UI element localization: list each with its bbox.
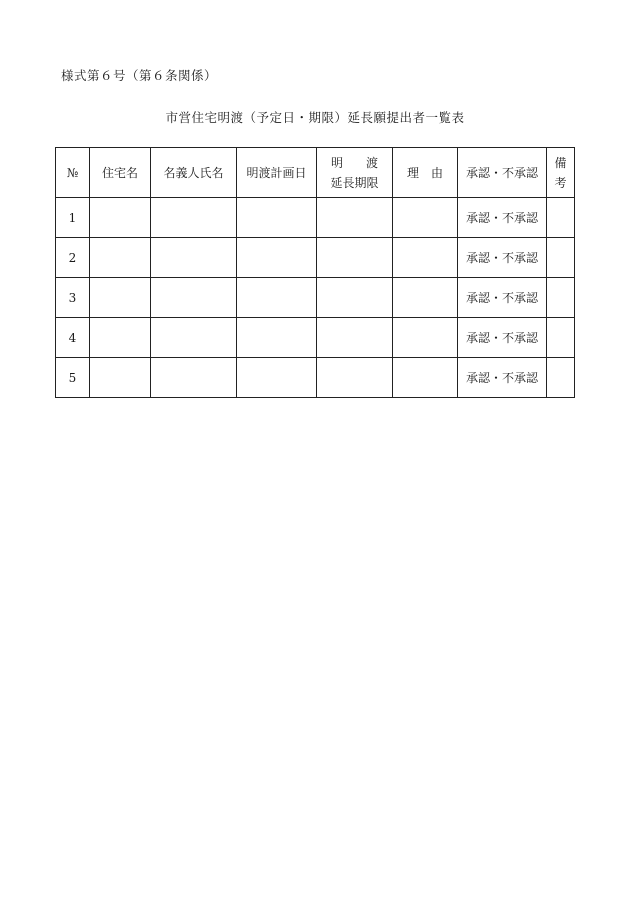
cell-remarks[interactable] bbox=[547, 318, 575, 358]
cell-reason[interactable] bbox=[393, 198, 458, 238]
cell-plan-date[interactable] bbox=[237, 358, 317, 398]
header-remarks-line1: 備 bbox=[554, 155, 567, 170]
table-header-row bbox=[56, 148, 575, 198]
cell-no: 2 bbox=[56, 238, 90, 278]
header-move-out-plan-date: 明渡計画日 bbox=[237, 148, 317, 198]
cell-reason[interactable] bbox=[393, 318, 458, 358]
header-remarks-line2: 考 bbox=[554, 175, 567, 190]
cell-approval[interactable]: 承認・不承認 bbox=[458, 238, 547, 278]
cell-extension-deadline[interactable] bbox=[317, 358, 393, 398]
table-row bbox=[56, 278, 575, 318]
cell-no: 1 bbox=[56, 198, 90, 238]
cell-house-name[interactable] bbox=[90, 278, 151, 318]
header-extension-line1-b: 渡 bbox=[365, 155, 378, 170]
cell-nominee-name[interactable] bbox=[151, 318, 237, 358]
cell-plan-date[interactable] bbox=[237, 198, 317, 238]
cell-approval[interactable]: 承認・不承認 bbox=[458, 198, 547, 238]
table-row bbox=[56, 238, 575, 278]
cell-no: 5 bbox=[56, 358, 90, 398]
table-row bbox=[56, 198, 575, 238]
cell-house-name[interactable] bbox=[90, 358, 151, 398]
header-reason-b: 由 bbox=[430, 166, 443, 180]
cell-reason[interactable] bbox=[393, 238, 458, 278]
table-row bbox=[56, 318, 575, 358]
cell-plan-date[interactable] bbox=[237, 238, 317, 278]
cell-house-name[interactable] bbox=[90, 238, 151, 278]
cell-approval[interactable]: 承認・不承認 bbox=[458, 318, 547, 358]
header-nominee-name: 名義人氏名 bbox=[151, 148, 237, 198]
cell-house-name[interactable] bbox=[90, 318, 151, 358]
extension-request-table bbox=[55, 147, 575, 398]
cell-nominee-name[interactable] bbox=[151, 358, 237, 398]
header-no: № bbox=[56, 148, 90, 198]
header-remarks bbox=[547, 148, 575, 198]
cell-nominee-name[interactable] bbox=[151, 198, 237, 238]
header-extension-line1-a: 明 bbox=[331, 155, 344, 170]
cell-reason[interactable] bbox=[393, 278, 458, 318]
cell-no: 4 bbox=[56, 318, 90, 358]
header-extension-line2: 延長期限 bbox=[330, 175, 379, 190]
header-house-name: 住宅名 bbox=[90, 148, 151, 198]
cell-plan-date[interactable] bbox=[237, 278, 317, 318]
cell-extension-deadline[interactable] bbox=[317, 198, 393, 238]
header-reason-a: 理 bbox=[407, 166, 420, 180]
cell-remarks[interactable] bbox=[547, 358, 575, 398]
cell-house-name[interactable] bbox=[90, 198, 151, 238]
cell-nominee-name[interactable] bbox=[151, 278, 237, 318]
form-number: 様式第６号（第６条関係） bbox=[61, 68, 218, 83]
cell-no: 3 bbox=[56, 278, 90, 318]
cell-nominee-name[interactable] bbox=[151, 238, 237, 278]
cell-remarks[interactable] bbox=[547, 278, 575, 318]
header-reason bbox=[393, 148, 458, 198]
cell-remarks[interactable] bbox=[547, 238, 575, 278]
header-approval: 承認・不承認 bbox=[458, 148, 547, 198]
cell-extension-deadline[interactable] bbox=[317, 318, 393, 358]
cell-extension-deadline[interactable] bbox=[317, 238, 393, 278]
cell-approval[interactable]: 承認・不承認 bbox=[458, 278, 547, 318]
table-row bbox=[56, 358, 575, 398]
cell-remarks[interactable] bbox=[547, 198, 575, 238]
header-extension-deadline bbox=[317, 148, 393, 198]
cell-reason[interactable] bbox=[393, 358, 458, 398]
cell-plan-date[interactable] bbox=[237, 318, 317, 358]
cell-extension-deadline[interactable] bbox=[317, 278, 393, 318]
document-title: 市営住宅明渡（予定日・期限）延長願提出者一覧表 bbox=[165, 110, 465, 125]
cell-approval[interactable]: 承認・不承認 bbox=[458, 358, 547, 398]
